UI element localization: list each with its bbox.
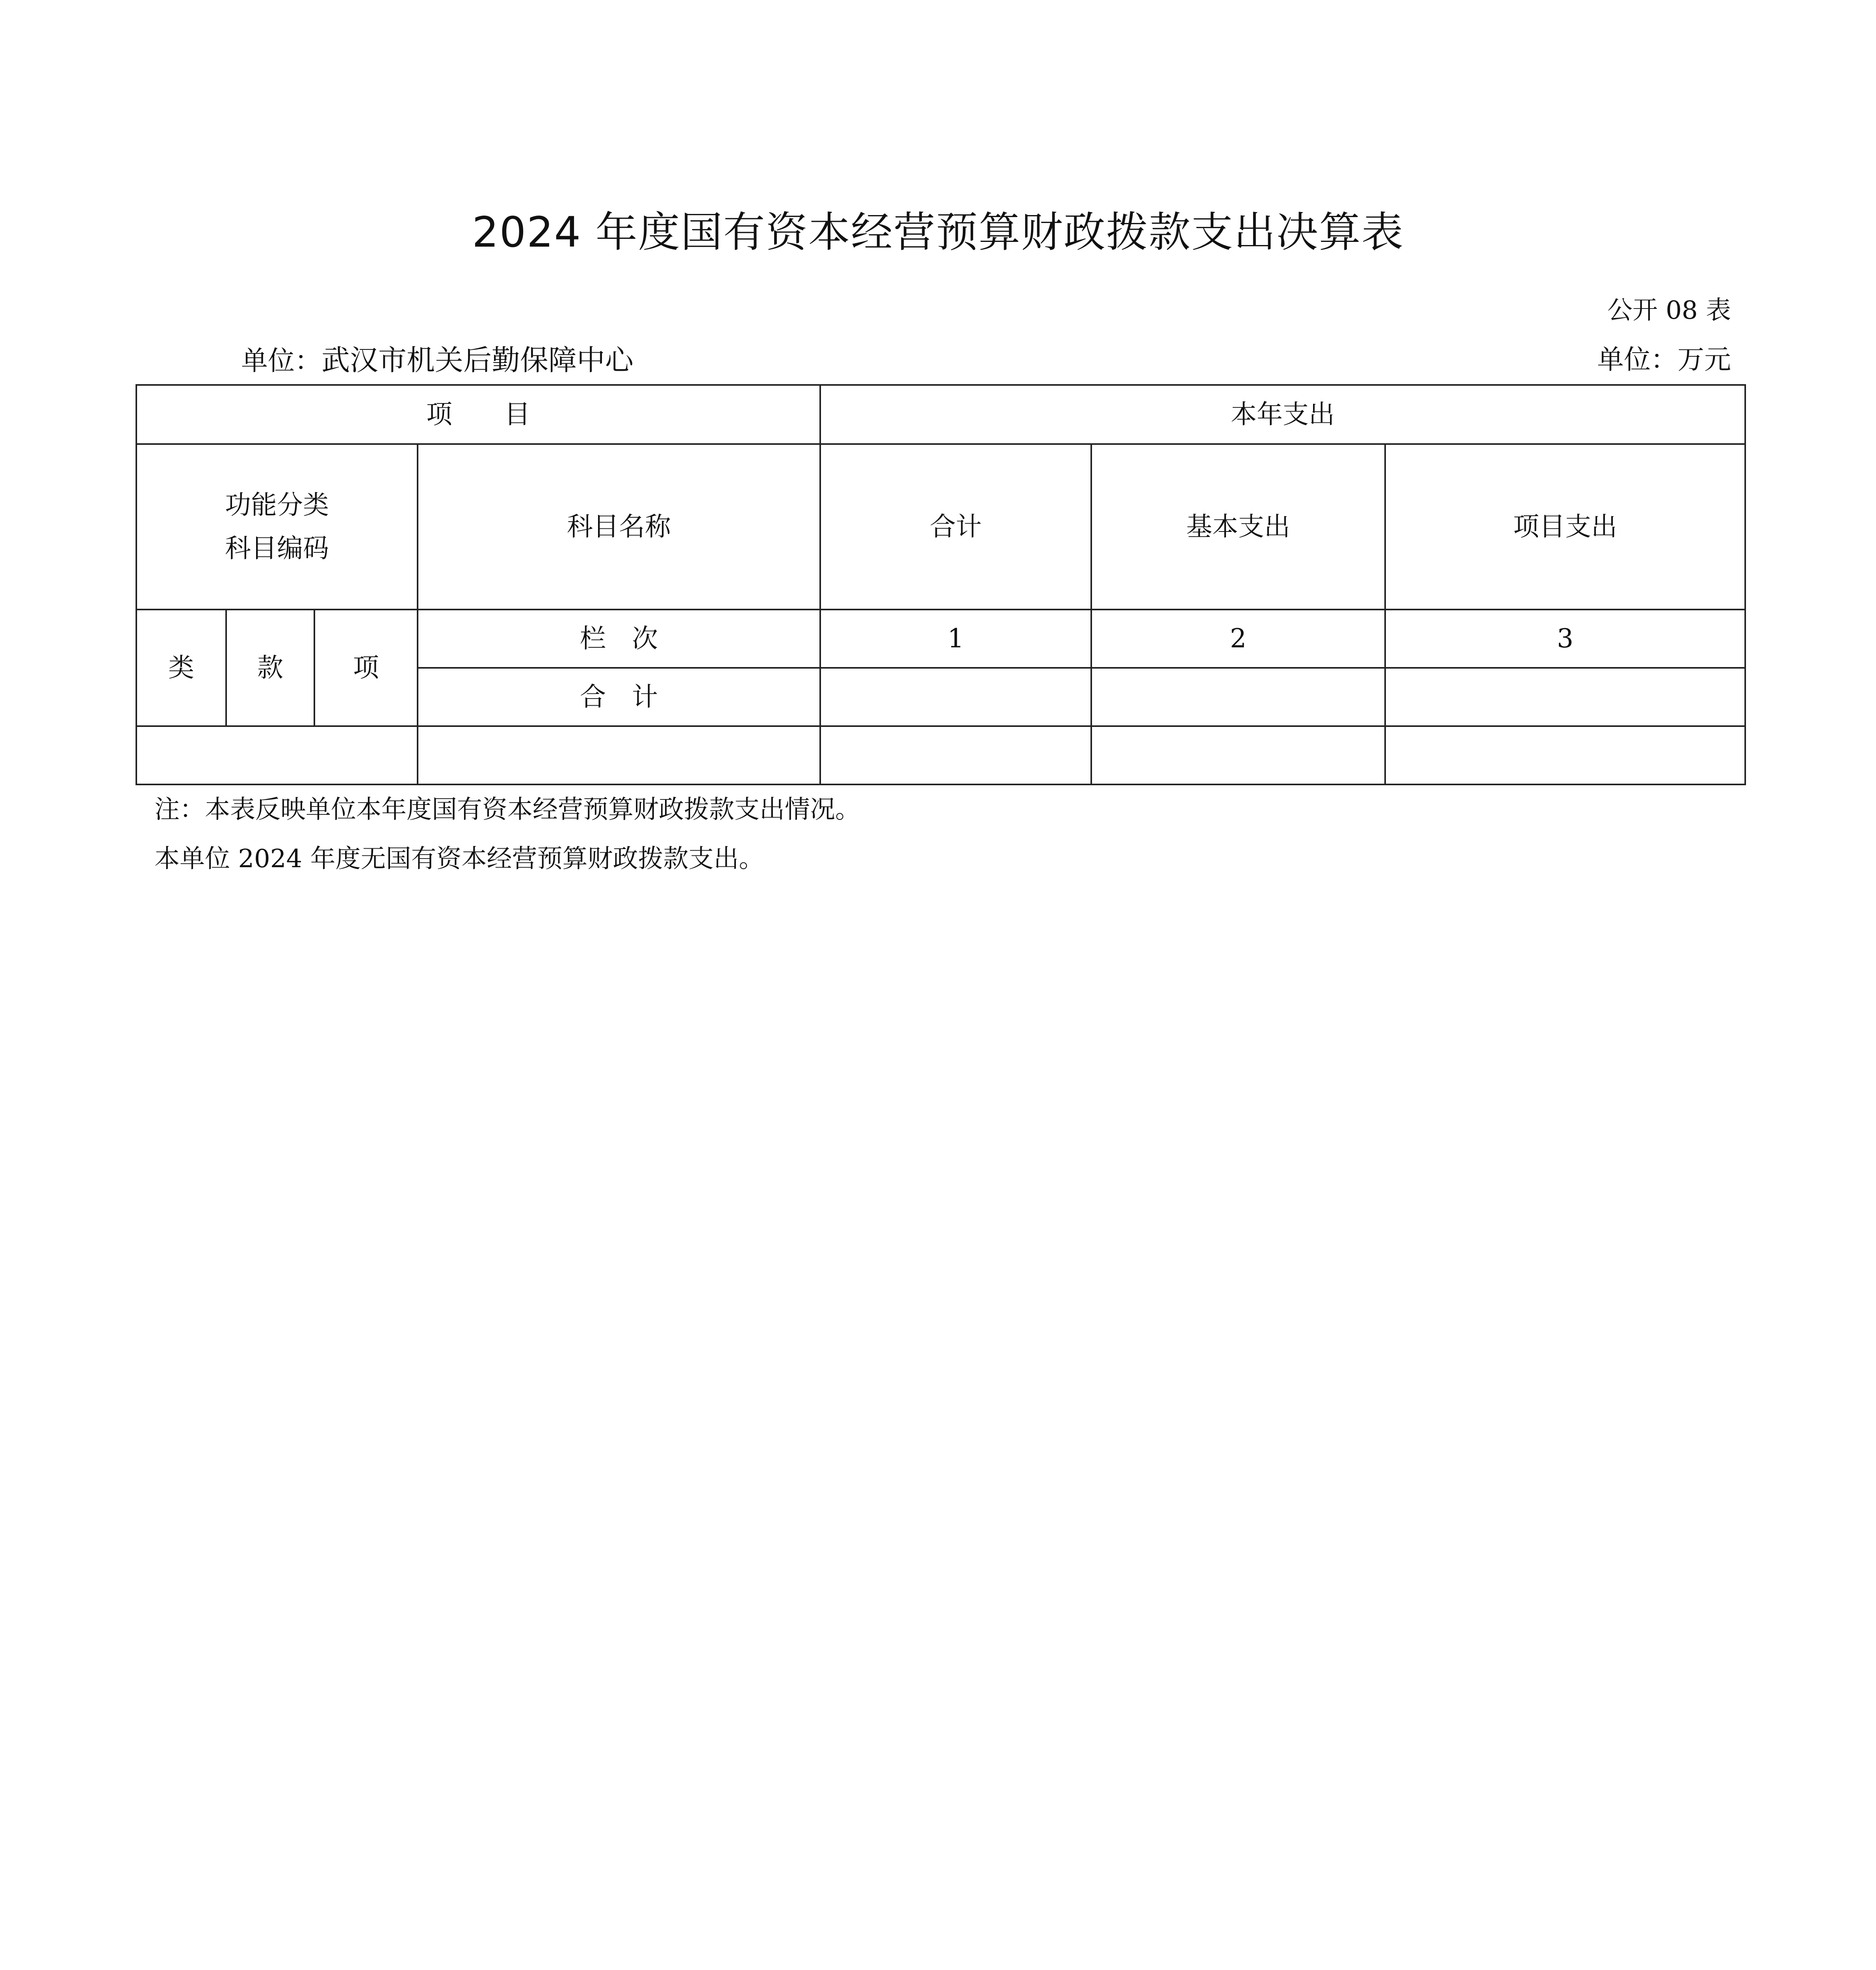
header-function-code-line2: 科目编码 bbox=[225, 533, 329, 563]
table-header-row-1 bbox=[136, 385, 1745, 444]
column-number-2: 2 bbox=[1091, 610, 1385, 668]
header-function-code bbox=[136, 444, 418, 610]
empty-basic-cell bbox=[1091, 726, 1385, 784]
total-value-cell bbox=[820, 668, 1091, 726]
empty-code-cell bbox=[136, 726, 418, 784]
column-row-label: 栏 次 bbox=[418, 610, 820, 668]
code-class-cell: 类 bbox=[136, 610, 226, 726]
total-project-cell bbox=[1385, 668, 1745, 726]
form-number: 公开 08 表 bbox=[1607, 296, 1731, 325]
total-basic-cell bbox=[1091, 668, 1385, 726]
header-basic-expenditure: 基本支出 bbox=[1091, 444, 1385, 610]
note-line-1: 注：本表反映单位本年度国有资本经营预算财政拨款支出情况。 bbox=[154, 795, 860, 824]
empty-project-cell bbox=[1385, 726, 1745, 784]
unit-label: 单位： bbox=[241, 346, 322, 377]
empty-data-row bbox=[136, 726, 1745, 784]
organization-name: 武汉市机关后勤保障中心 bbox=[321, 344, 634, 377]
header-project-expenditure: 项目支出 bbox=[1385, 444, 1745, 610]
code-section-cell: 款 bbox=[226, 610, 314, 726]
reporting-unit bbox=[241, 344, 633, 378]
note-line-2: 本单位 2024 年度无国有资本经营预算财政拨款支出。 bbox=[154, 844, 764, 873]
header-current-year: 本年支出 bbox=[820, 385, 1745, 444]
code-item-cell: 项 bbox=[314, 610, 418, 726]
column-number-1: 1 bbox=[820, 610, 1091, 668]
column-number-row bbox=[136, 610, 1745, 668]
header-subject-name: 科目名称 bbox=[418, 444, 820, 610]
header-item: 项 目 bbox=[136, 385, 820, 444]
empty-subject-cell bbox=[418, 726, 820, 784]
column-number-3: 3 bbox=[1385, 610, 1745, 668]
page-title: 2024 年度国有资本经营预算财政拨款支出决算表 bbox=[472, 208, 1404, 256]
header-function-code-line1: 功能分类 bbox=[225, 490, 329, 520]
currency-unit: 单位：万元 bbox=[1597, 344, 1731, 375]
total-row-label: 合 计 bbox=[418, 668, 820, 726]
header-total: 合计 bbox=[820, 444, 1091, 610]
empty-total-cell bbox=[820, 726, 1091, 784]
expenditure-table bbox=[136, 384, 1746, 785]
table-header-row-2 bbox=[136, 444, 1745, 610]
